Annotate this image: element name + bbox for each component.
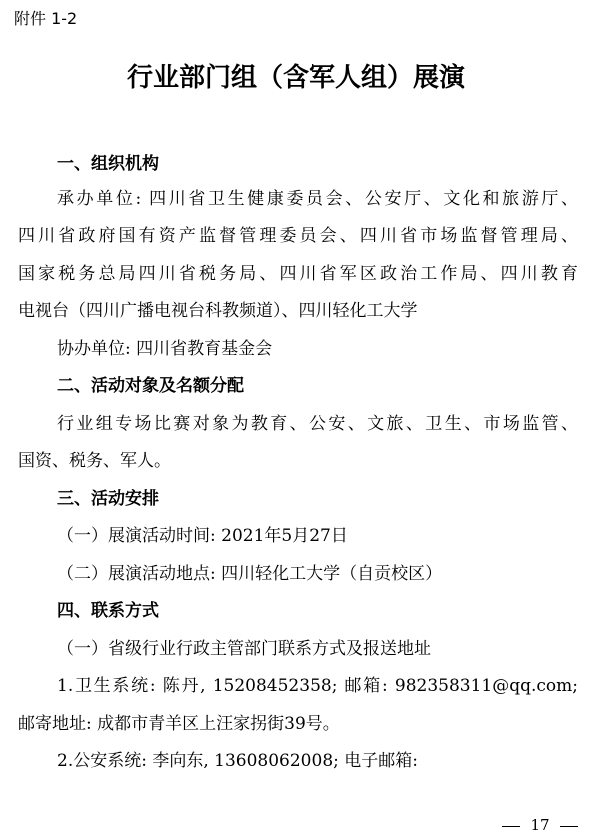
schedule-time-line: （一）展演活动时间: 2021年5月27日 (57, 526, 348, 546)
attachment-label: 附件 1-2 (14, 9, 78, 28)
host-units-line: 四川省政府国有资产监督管理委员会、四川省市场监督管理局、 (18, 226, 578, 246)
host-units-line: 承办单位: 四川省卫生健康委员会、公安厅、文化和旅游厅、 (57, 189, 578, 209)
page-title: 行业部门组（含军人组）展演 (126, 63, 465, 93)
schedule-place-line: （二）展演活动地点: 四川轻化工大学（自贡校区） (57, 564, 443, 584)
contacts-subheading: （一）省级行业行政主管部门联系方式及报送地址 (57, 639, 431, 659)
targets-line: 行业组专场比赛对象为教育、公安、文旅、卫生、市场监管、 (57, 414, 578, 434)
targets-line: 国资、税务、军人。 (18, 451, 171, 471)
host-units-line: 国家税务总局四川省税务局、四川省军区政治工作局、四川教育 (18, 264, 578, 284)
page-number-dash-left (502, 826, 520, 827)
host-units-line: 电视台（四川广播电视台科教频道）、四川轻化工大学 (18, 301, 418, 321)
section-heading-schedule: 三、活动安排 (57, 489, 159, 509)
co-host-line: 协办单位: 四川省教育基金会 (57, 339, 273, 359)
police-contact-line: 2.公安系统: 李向东, 13608062008; 电子邮箱: (57, 751, 418, 771)
page-number: 17 (530, 816, 550, 834)
section-heading-contacts: 四、联系方式 (57, 601, 159, 621)
health-contact-line: 1.卫生系统: 陈丹, 15208452358; 邮箱: 982358311@qq.com; (57, 676, 578, 696)
page-number-dash-right (560, 826, 578, 827)
section-heading-organization: 一、组织机构 (57, 154, 159, 174)
health-address-line: 邮寄地址: 成都市青羊区上汪家拐街39号。 (18, 714, 340, 734)
section-heading-targets: 二、活动对象及名额分配 (57, 376, 244, 396)
